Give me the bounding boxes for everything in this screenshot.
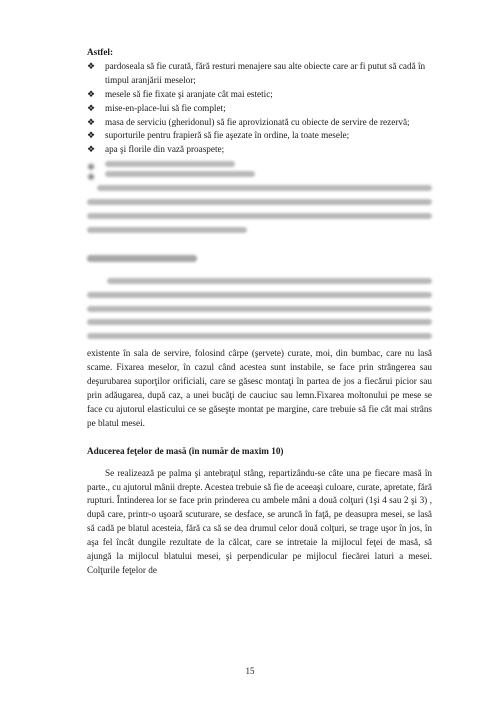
diamond-bullet-icon: ❖ [87,116,96,127]
blurred-line [87,333,432,339]
blurred-line [87,319,432,325]
blurred-line [97,185,432,191]
list-item [87,116,432,130]
blurred-line [87,292,432,298]
paragraph-tail: existente în sala de servire, folosind cârpe (şervete) curate, moi, din bumbac, care nu lasă scame. Fixarea meselor, în cazul când acestea sunt instabile, se face prin strângerea sau deşurubarea suporţilor orificiali, care se găsesc montaţi în partea de jos a fiecărui picior sau prin adăugarea, după caz, a unei bucăţi de cauciuc sau lemn.Fixarea moltonului pe mese se face cu ajutorul elasticului ce se găseşte montat pe margine, care trebuie să fie cât mai strâns pe blatul mesei. [87,348,432,428]
list-item [87,143,432,157]
list-item-text: pardoseala să fie curată, fără resturi menajere sau alte obiecte care ar fi putut să cadă în timpul aranjării meselor; [105,60,426,85]
blurred-text [105,161,235,167]
blurred-line [87,213,432,219]
page-number: 15 [245,666,255,676]
blurred-line [87,227,247,233]
blurred-paragraph [87,185,432,233]
diamond-bullet-icon: ❖ [87,60,96,71]
diamond-bullet-icon: ❖ [87,144,96,155]
diamond-bullet-icon: ❖ [87,130,96,141]
blurred-line [87,199,432,205]
list-item-blurred [87,161,432,173]
diamond-bullet-icon: ❖ [87,162,96,173]
diamond-bullet-icon: ❖ [87,172,96,183]
section-heading: Aducerea feţelor de masă (în număr de maxim 10) [87,445,284,456]
blurred-line [107,278,432,284]
blurred-heading [87,255,197,262]
list-item-text: masa de serviciu (gheridonul) să fie aprovizionată cu obiecte de servire de rezervă; [105,116,410,127]
page-content [87,46,432,578]
blurred-line [87,306,432,312]
blurred-text [105,171,255,177]
list-item-text: suporturile pentru frapieră să fie aşezate în ordine, la toate mesele; [105,130,350,141]
section-paragraph: Se realizează pe palma şi antebraţul stâng, repartizându-se câte una pe fiecare masă în parte., cu ajutorul mânii drepte. Acestea trebuie să fie de aceeaşi culoare, curate, apretate, fără rupturi. Întinderea lor se face prin prinderea cu ambele mâni a două colţuri (1şi 4 sau 2 şi 3) , după care, printr-o uşoară scuturare, se desface, se aruncă în faţă, pe deasupra mesei, se lasă să cadă pe blatul acesteia, fără ca să se dea drumul celor două colţuri, se trage uşor în jos, în aşa fel încât dungile rezultate de la călcat, care se intretaie la mijlocul feţei de masă, să ajungă la mijlocul blatului mesei, şi perpendicular pe mijlocul fiecărei laturi a mesei. Colţurile feţelor de [87,467,432,575]
list-item [87,129,432,143]
blurred-paragraph [87,278,432,340]
spacer [87,459,432,467]
spacer [87,431,432,445]
list-item [87,60,432,88]
intro-heading: Astfel: [87,47,114,57]
diamond-bullet-icon: ❖ [87,102,96,113]
checklist [87,60,432,183]
list-item-text: mesele să fie fixate şi aranjate cât mai estetic; [105,88,273,99]
list-item-blurred [87,171,432,183]
list-item-text: mise-en-place-lui să fie complet; [105,102,226,113]
list-item-text: apa şi florile din vază proaspete; [105,144,225,155]
list-item [87,102,432,116]
diamond-bullet-icon: ❖ [87,88,96,99]
list-item [87,88,432,102]
